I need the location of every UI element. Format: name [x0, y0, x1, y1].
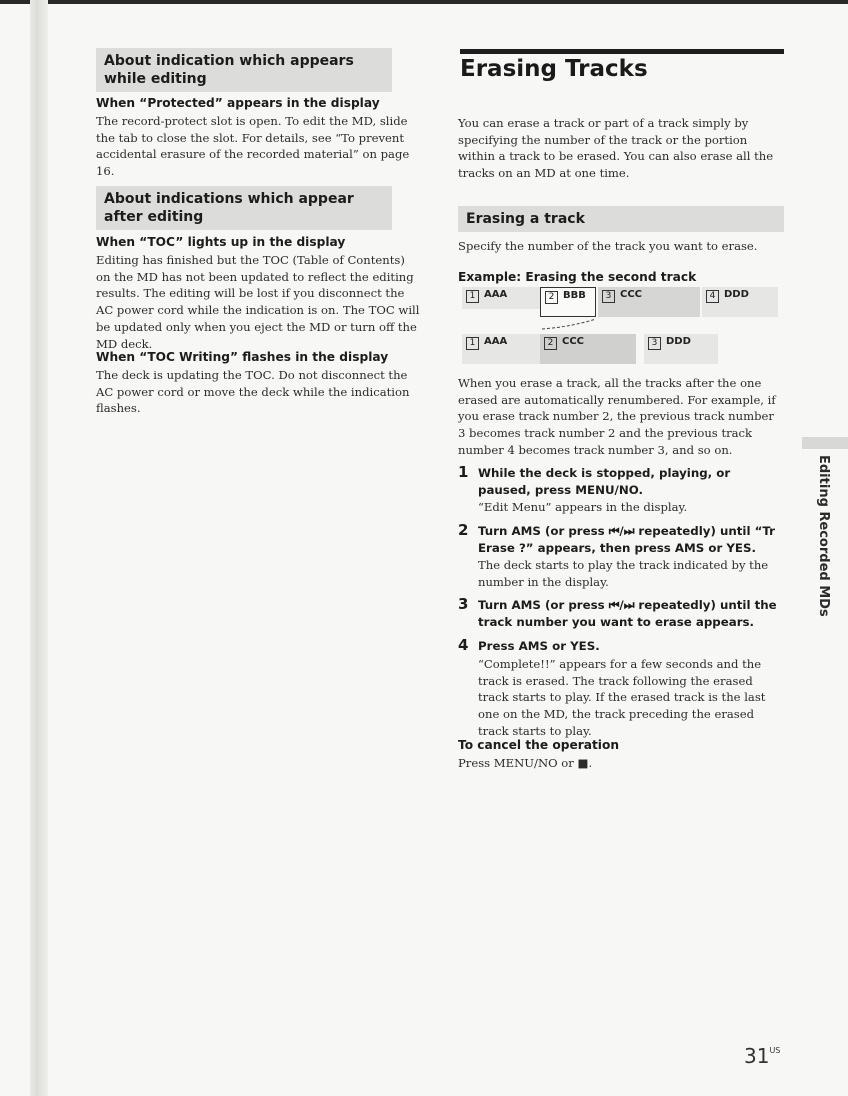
paragraph-toc-writing: The deck is updating the TOC. Do not disconnect the AC power cord or move the deck while the indication flashes. — [96, 368, 410, 416]
step-number: 2 — [458, 521, 469, 539]
step-instruction: Turn AMS (or press ⏮/⏭ repeatedly) until “Tr Erase ?” appears, then press AMS or YES. — [478, 524, 775, 555]
side-tab-marker — [802, 437, 848, 449]
track-number: 3 — [648, 337, 661, 350]
example-heading: Example: Erasing the second track — [458, 270, 697, 284]
subheading-toc-writing: When “TOC Writing” flashes in the display — [96, 350, 389, 364]
track-label: AAA — [484, 289, 508, 300]
box-heading-while-editing: About indication which appears while editing — [96, 48, 392, 92]
step-detail: “Edit Menu” appears in the display. — [478, 500, 688, 514]
erase-arrow — [540, 317, 600, 331]
track-label: CCC — [562, 336, 585, 347]
paragraph-specify: Specify the number of the track you want to erase. — [458, 239, 758, 253]
step-number: 1 — [458, 463, 469, 481]
step-instruction: Press AMS or YES. — [478, 639, 600, 653]
page-number — [744, 1044, 780, 1068]
track-before-3 — [598, 287, 700, 317]
track-before-4 — [702, 287, 778, 317]
step-number: 4 — [458, 636, 469, 654]
track-number: 2 — [544, 337, 557, 350]
page-number-suffix: US — [769, 1046, 781, 1055]
step-detail: “Complete!!” appears for a few seconds and the track is erased. The track following the erased track starts to play. If the erased track is the last one on the MD, the track preceding the erased track starts to play. — [478, 657, 766, 738]
step-instruction: While the deck is stopped, playing, or paused, press MENU/NO. — [478, 466, 731, 497]
track-number: 1 — [466, 290, 479, 303]
track-number: 2 — [545, 291, 558, 304]
subheading-toc: When “TOC” lights up in the display — [96, 235, 346, 249]
page-title: Erasing Tracks — [460, 56, 648, 82]
track-label: CCC — [620, 289, 643, 300]
page-number-value: 31 — [744, 1044, 770, 1068]
cancel-heading: To cancel the operation — [458, 738, 620, 752]
step-instruction: Turn AMS (or press ⏮/⏭ repeatedly) until the track number you want to erase appears. — [478, 598, 777, 629]
track-number: 1 — [466, 337, 479, 350]
step-detail: The deck starts to play the track indicated by the number in the display. — [478, 558, 769, 589]
track-number: 4 — [706, 290, 719, 303]
box-heading-after-editing: About indications which appear after editing — [96, 186, 392, 230]
track-label: DDD — [666, 336, 691, 347]
top-rule — [0, 0, 848, 4]
track-after-3 — [644, 334, 718, 364]
track-after-2 — [540, 334, 636, 364]
paragraph-intro: You can erase a track or part of a track simply by specifying the number of the track or the portion within a track to be erased. You can also erase all the tracks on an MD at one time. — [458, 116, 774, 181]
cancel-text: Press MENU/NO or ■. — [458, 756, 593, 770]
side-tab-label: Editing Recorded MDs — [816, 455, 831, 617]
box-heading-erasing-track: Erasing a track — [458, 206, 784, 232]
track-before-1 — [462, 287, 540, 309]
paragraph-renumber: When you erase a track, all the tracks after the one erased are automatically renumbered. For example, if you erase track number 2, the previous track number 3 becomes track number 2 and the previous track number 4 becomes track number 3, and so on. — [458, 376, 776, 457]
step-number: 3 — [458, 595, 469, 613]
track-number: 3 — [602, 290, 615, 303]
subheading-protected: When “Protected” appears in the display — [96, 96, 380, 110]
binding-spine — [30, 0, 48, 1096]
paragraph-toc: Editing has finished but the TOC (Table of Contents) on the MD has not been updated to reflect the editing results. The editing will be lost if you disconnect the AC power cord while the indication is on. The TOC will be updated only when you eject the MD or turn off the MD deck. — [96, 253, 420, 351]
track-label: DDD — [724, 289, 749, 300]
track-after-1 — [462, 334, 540, 364]
track-label: BBB — [563, 290, 586, 301]
track-label: AAA — [484, 336, 508, 347]
track-before-2 — [540, 287, 596, 317]
paragraph-protected: The record-protect slot is open. To edit the MD, slide the tab to close the slot. For details, see “To prevent accidental erasure of the recorded material” on page 16. — [96, 114, 410, 179]
title-rule — [460, 49, 784, 54]
